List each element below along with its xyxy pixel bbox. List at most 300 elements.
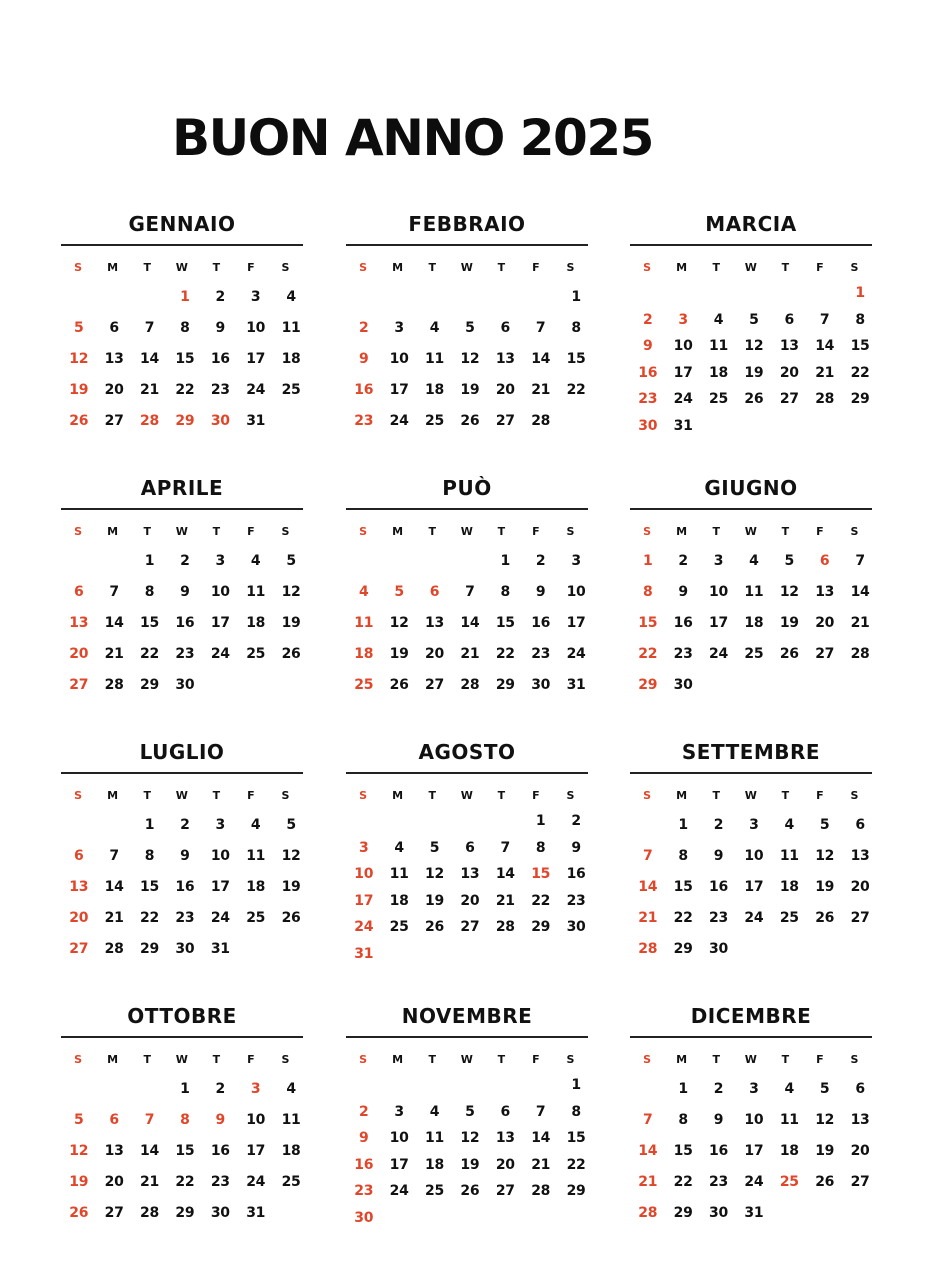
day-cell: 27	[850, 1174, 870, 1190]
day-cell: 29	[140, 941, 159, 957]
day-cell: 25	[281, 1174, 301, 1190]
day-cell: 3	[215, 553, 225, 569]
day-cell: 2	[678, 553, 688, 569]
day-cell: 20	[69, 646, 89, 662]
weekday-label: M	[392, 1053, 404, 1066]
day-grid	[346, 550, 588, 705]
month-block	[630, 736, 872, 969]
day-cell: 10	[246, 320, 266, 336]
weekday-label: S	[359, 261, 368, 274]
day-cell: 25	[744, 646, 764, 662]
day-cell: 4	[429, 1103, 440, 1120]
empty-cell	[736, 282, 771, 309]
month-block	[630, 208, 872, 441]
day-cell: 26	[460, 1183, 480, 1199]
day-cell: 7	[855, 553, 865, 569]
weekday-label: M	[676, 525, 688, 538]
month-divider	[346, 772, 588, 774]
day-cell: 10	[709, 584, 728, 600]
weekday-label: T	[497, 261, 506, 274]
day-grid	[346, 286, 588, 441]
day-cell: 8	[855, 311, 865, 328]
day-cell: 27	[495, 1183, 515, 1199]
day-cell: 6	[429, 584, 440, 600]
day-cell: 8	[571, 320, 581, 336]
day-cell: 30	[566, 919, 586, 935]
empty-cell	[346, 550, 381, 581]
day-cell: 19	[69, 382, 89, 398]
day-cell: 5	[819, 1081, 830, 1097]
day-cell: 3	[394, 320, 404, 336]
weekday-label: M	[392, 789, 404, 802]
day-cell: 24	[744, 1174, 764, 1190]
day-cell: 3	[713, 553, 724, 569]
day-cell: 31	[246, 413, 266, 429]
weekday-label: T	[428, 789, 437, 802]
empty-cell	[488, 1074, 523, 1101]
day-cell: 7	[465, 584, 475, 600]
day-cell: 19	[69, 1174, 89, 1190]
day-cell: 28	[638, 941, 658, 957]
day-cell: 6	[855, 1081, 865, 1097]
weekday-label: F	[532, 789, 541, 802]
day-cell: 24	[354, 919, 374, 935]
day-cell: 5	[819, 817, 830, 833]
day-cell: 9	[713, 848, 724, 864]
day-cell: 13	[69, 879, 89, 895]
day-cell: 27	[104, 413, 124, 429]
empty-cell	[381, 286, 416, 317]
day-cell: 29	[140, 677, 159, 693]
day-cell: 20	[850, 879, 870, 895]
day-cell: 9	[358, 1130, 369, 1146]
day-cell: 6	[109, 1112, 119, 1128]
day-cell: 6	[784, 311, 794, 328]
month-name: OTTOBRE	[127, 1004, 237, 1028]
day-cell: 9	[642, 338, 653, 354]
day-cell: 23	[638, 391, 658, 407]
day-cell: 22	[531, 892, 551, 909]
day-cell: 14	[460, 615, 480, 631]
day-cell: 30	[175, 677, 195, 693]
day-cell: 22	[673, 1174, 693, 1190]
day-cell: 23	[531, 646, 551, 662]
day-cell: 18	[389, 892, 409, 909]
day-cell: 16	[354, 382, 374, 398]
weekday-label: S	[566, 1053, 575, 1066]
weekday-label: T	[212, 525, 221, 538]
weekday-label: S	[281, 789, 290, 802]
day-cell: 16	[175, 879, 195, 895]
empty-cell	[665, 282, 700, 309]
day-cell: 4	[749, 553, 759, 569]
weekday-label: F	[816, 525, 825, 538]
day-cell: 30	[210, 1205, 230, 1221]
day-cell: 8	[500, 584, 510, 600]
day-cell: 26	[815, 1174, 835, 1190]
empty-cell	[417, 810, 452, 837]
day-cell: 14	[104, 879, 124, 895]
weekday-header	[346, 786, 588, 806]
day-cell: 6	[500, 1103, 510, 1120]
empty-cell	[488, 286, 523, 317]
month-name: GIUGNO	[704, 476, 798, 500]
day-cell: 4	[358, 584, 369, 600]
weekday-label: M	[107, 525, 119, 538]
day-cell: 16	[709, 879, 728, 895]
day-cell: 21	[140, 1174, 159, 1190]
page-title: BUON ANNO 2025	[172, 109, 653, 167]
empty-cell	[96, 1078, 131, 1109]
weekday-label: T	[428, 525, 437, 538]
empty-cell	[61, 550, 96, 581]
day-cell: 31	[210, 941, 230, 957]
day-cell: 23	[175, 646, 195, 662]
weekday-header	[61, 258, 303, 278]
day-cell: 30	[638, 417, 658, 434]
day-cell: 22	[638, 646, 658, 662]
weekday-label: F	[532, 525, 541, 538]
day-cell: 26	[460, 413, 480, 429]
day-cell: 15	[531, 866, 551, 882]
day-cell: 1	[571, 289, 581, 305]
weekday-label: F	[816, 789, 825, 802]
empty-cell	[346, 1074, 381, 1101]
day-cell: 14	[495, 866, 515, 882]
weekday-label: F	[247, 261, 256, 274]
weekday-label: T	[143, 789, 152, 802]
day-cell: 6	[73, 584, 84, 600]
day-cell: 17	[389, 382, 409, 398]
month-divider	[61, 244, 303, 246]
day-cell: 28	[104, 677, 124, 693]
day-cell: 20	[850, 1143, 870, 1159]
day-cell: 7	[500, 839, 510, 856]
weekday-label: S	[850, 789, 859, 802]
weekday-label: W	[175, 261, 189, 274]
day-cell: 25	[389, 919, 409, 935]
day-cell: 15	[175, 1143, 195, 1159]
day-cell: 22	[673, 910, 693, 926]
day-cell: 6	[855, 817, 865, 833]
day-cell: 19	[779, 615, 799, 631]
day-cell: 16	[531, 615, 551, 631]
day-grid	[346, 1074, 588, 1233]
day-cell: 24	[709, 646, 728, 662]
weekday-label: T	[781, 261, 790, 274]
weekday-label: T	[212, 789, 221, 802]
day-cell: 12	[389, 615, 409, 631]
weekday-label: T	[428, 261, 437, 274]
day-cell: 1	[535, 813, 546, 829]
day-cell: 1	[678, 1081, 688, 1097]
weekday-label: W	[175, 525, 189, 538]
day-cell: 23	[709, 910, 728, 926]
weekday-label: T	[781, 789, 790, 802]
day-cell: 8	[144, 848, 155, 864]
day-cell: 2	[571, 813, 581, 829]
day-cell: 18	[281, 1143, 301, 1159]
day-cell: 19	[281, 879, 301, 895]
day-cell: 4	[250, 817, 261, 833]
day-cell: 11	[246, 584, 266, 600]
day-cell: 22	[495, 646, 515, 662]
day-cell: 20	[779, 364, 799, 381]
empty-cell	[96, 550, 131, 581]
day-cell: 2	[180, 817, 190, 833]
day-cell: 5	[286, 817, 296, 833]
day-cell: 13	[850, 848, 870, 864]
day-cell: 18	[779, 879, 799, 895]
weekday-label: T	[143, 261, 152, 274]
day-cell: 5	[465, 320, 475, 336]
day-cell: 7	[535, 1103, 546, 1120]
empty-cell	[523, 286, 558, 317]
day-cell: 16	[210, 351, 230, 367]
day-cell: 1	[500, 553, 510, 569]
day-cell: 18	[281, 351, 301, 367]
day-cell: 15	[673, 879, 693, 895]
month-name: GENNAIO	[128, 212, 236, 236]
day-cell: 1	[144, 817, 155, 833]
day-cell: 21	[638, 1174, 658, 1190]
day-cell: 16	[638, 364, 658, 381]
day-cell: 2	[358, 320, 369, 336]
month-divider	[61, 1036, 303, 1038]
weekday-label: S	[566, 525, 575, 538]
weekday-label: T	[497, 1053, 506, 1066]
day-cell: 8	[571, 1103, 581, 1120]
day-cell: 5	[394, 584, 404, 600]
month-name: LUGLIO	[139, 740, 225, 764]
day-cell: 15	[175, 351, 195, 367]
day-cell: 12	[69, 1143, 89, 1159]
day-cell: 29	[175, 1205, 195, 1221]
day-cell: 4	[250, 553, 261, 569]
day-cell: 10	[354, 866, 374, 882]
day-cell: 16	[709, 1143, 728, 1159]
day-cell: 17	[389, 1156, 409, 1173]
weekday-label: T	[143, 1053, 152, 1066]
month-divider	[630, 244, 872, 246]
empty-cell	[381, 810, 416, 837]
day-cell: 17	[210, 879, 230, 895]
day-cell: 22	[566, 1156, 586, 1173]
day-cell: 27	[69, 677, 89, 693]
day-cell: 19	[815, 879, 835, 895]
day-cell: 30	[709, 1205, 728, 1221]
day-grid	[630, 550, 872, 705]
weekday-label: W	[744, 1053, 758, 1066]
day-cell: 23	[354, 1183, 374, 1199]
weekday-label: T	[712, 789, 721, 802]
day-cell: 3	[358, 839, 369, 856]
weekday-header	[630, 258, 872, 278]
day-cell: 19	[744, 364, 764, 381]
weekday-label: S	[643, 1053, 652, 1066]
weekday-header	[630, 522, 872, 542]
day-cell: 26	[744, 391, 764, 407]
day-cell: 26	[281, 646, 301, 662]
day-cell: 11	[779, 1112, 799, 1128]
day-grid	[61, 550, 303, 705]
day-cell: 3	[215, 817, 225, 833]
day-cell: 19	[281, 615, 301, 631]
day-cell: 18	[354, 646, 374, 662]
weekday-header	[61, 522, 303, 542]
day-cell: 25	[354, 677, 374, 693]
day-cell: 1	[855, 285, 865, 301]
weekday-header	[630, 1050, 872, 1070]
day-cell: 14	[531, 1130, 551, 1146]
weekday-label: M	[676, 1053, 688, 1066]
day-cell: 13	[104, 351, 124, 367]
day-cell: 7	[144, 320, 155, 336]
day-cell: 12	[460, 1130, 480, 1146]
day-cell: 8	[678, 1112, 688, 1128]
day-cell: 9	[180, 848, 190, 864]
day-cell: 28	[140, 413, 159, 429]
day-cell: 29	[673, 1205, 693, 1221]
weekday-label: T	[712, 261, 721, 274]
day-cell: 16	[566, 866, 586, 882]
day-cell: 1	[678, 817, 688, 833]
empty-cell	[132, 1078, 167, 1109]
day-cell: 7	[642, 848, 653, 864]
day-cell: 10	[744, 848, 764, 864]
month-block	[346, 208, 588, 441]
day-cell: 15	[566, 351, 586, 367]
day-cell: 2	[215, 1081, 225, 1097]
empty-cell	[701, 282, 736, 309]
weekday-label: M	[107, 789, 119, 802]
day-cell: 2	[713, 1081, 724, 1097]
empty-cell	[417, 550, 452, 581]
day-cell: 22	[175, 1174, 195, 1190]
day-grid	[346, 810, 588, 969]
day-cell: 14	[140, 1143, 159, 1159]
month-block	[61, 472, 303, 705]
day-cell: 13	[779, 338, 799, 354]
month-divider	[630, 772, 872, 774]
day-cell: 24	[246, 1174, 266, 1190]
empty-cell	[61, 814, 96, 845]
day-cell: 8	[144, 584, 155, 600]
day-cell: 22	[140, 646, 159, 662]
day-cell: 3	[250, 289, 261, 305]
day-cell: 18	[246, 615, 266, 631]
day-cell: 9	[180, 584, 190, 600]
day-cell: 20	[425, 646, 444, 662]
empty-cell	[523, 1074, 558, 1101]
day-cell: 15	[566, 1130, 586, 1146]
day-cell: 24	[246, 382, 266, 398]
weekday-label: M	[107, 261, 119, 274]
empty-cell	[488, 810, 523, 837]
day-cell: 2	[642, 311, 653, 328]
day-cell: 22	[566, 382, 586, 398]
day-cell: 28	[850, 646, 870, 662]
day-cell: 18	[425, 1156, 444, 1173]
day-cell: 30	[673, 677, 693, 693]
day-cell: 2	[535, 553, 546, 569]
day-cell: 29	[638, 677, 658, 693]
month-name: PUÒ	[442, 476, 492, 500]
day-cell: 29	[495, 677, 515, 693]
month-divider	[61, 508, 303, 510]
day-cell: 13	[104, 1143, 124, 1159]
day-cell: 1	[571, 1077, 581, 1093]
day-cell: 19	[389, 646, 409, 662]
weekday-label: F	[532, 261, 541, 274]
day-cell: 11	[744, 584, 764, 600]
day-cell: 21	[104, 910, 124, 926]
month-name: DICEMBRE	[690, 1004, 812, 1028]
empty-cell	[452, 550, 487, 581]
day-cell: 12	[744, 338, 764, 354]
day-cell: 12	[815, 848, 835, 864]
day-cell: 5	[73, 320, 84, 336]
day-cell: 13	[495, 1130, 515, 1146]
weekday-header	[61, 1050, 303, 1070]
empty-cell	[132, 286, 167, 317]
day-cell: 1	[180, 1081, 190, 1097]
day-cell: 24	[389, 1183, 409, 1199]
day-cell: 26	[69, 1205, 89, 1221]
weekday-label: W	[744, 525, 758, 538]
day-cell: 21	[531, 382, 551, 398]
day-cell: 8	[535, 839, 546, 856]
day-cell: 10	[246, 1112, 266, 1128]
day-cell: 8	[678, 848, 688, 864]
day-grid	[61, 286, 303, 441]
weekday-label: M	[676, 789, 688, 802]
day-cell: 13	[815, 584, 835, 600]
day-cell: 16	[175, 615, 195, 631]
day-cell: 14	[850, 584, 870, 600]
weekday-label: W	[744, 789, 758, 802]
day-grid	[630, 282, 872, 441]
empty-cell	[417, 286, 452, 317]
weekday-label: S	[74, 789, 83, 802]
day-cell: 16	[354, 1156, 374, 1173]
month-divider	[630, 508, 872, 510]
day-cell: 29	[531, 919, 551, 935]
day-cell: 4	[784, 817, 794, 833]
day-cell: 26	[389, 677, 409, 693]
day-cell: 26	[281, 910, 301, 926]
day-cell: 25	[779, 1174, 799, 1190]
day-cell: 18	[246, 879, 266, 895]
day-grid	[630, 1078, 872, 1233]
day-cell: 18	[779, 1143, 799, 1159]
day-cell: 9	[571, 839, 581, 856]
day-cell: 11	[246, 848, 266, 864]
weekday-label: W	[744, 261, 758, 274]
weekday-label: W	[460, 789, 474, 802]
weekday-label: W	[460, 1053, 474, 1066]
day-cell: 3	[394, 1103, 404, 1120]
day-cell: 24	[210, 646, 230, 662]
empty-cell	[630, 282, 665, 309]
weekday-label: F	[247, 1053, 256, 1066]
day-cell: 28	[531, 1183, 551, 1199]
day-cell: 11	[779, 848, 799, 864]
day-cell: 6	[500, 320, 510, 336]
weekday-label: W	[175, 789, 189, 802]
weekday-label: M	[107, 1053, 119, 1066]
day-cell: 5	[286, 553, 296, 569]
